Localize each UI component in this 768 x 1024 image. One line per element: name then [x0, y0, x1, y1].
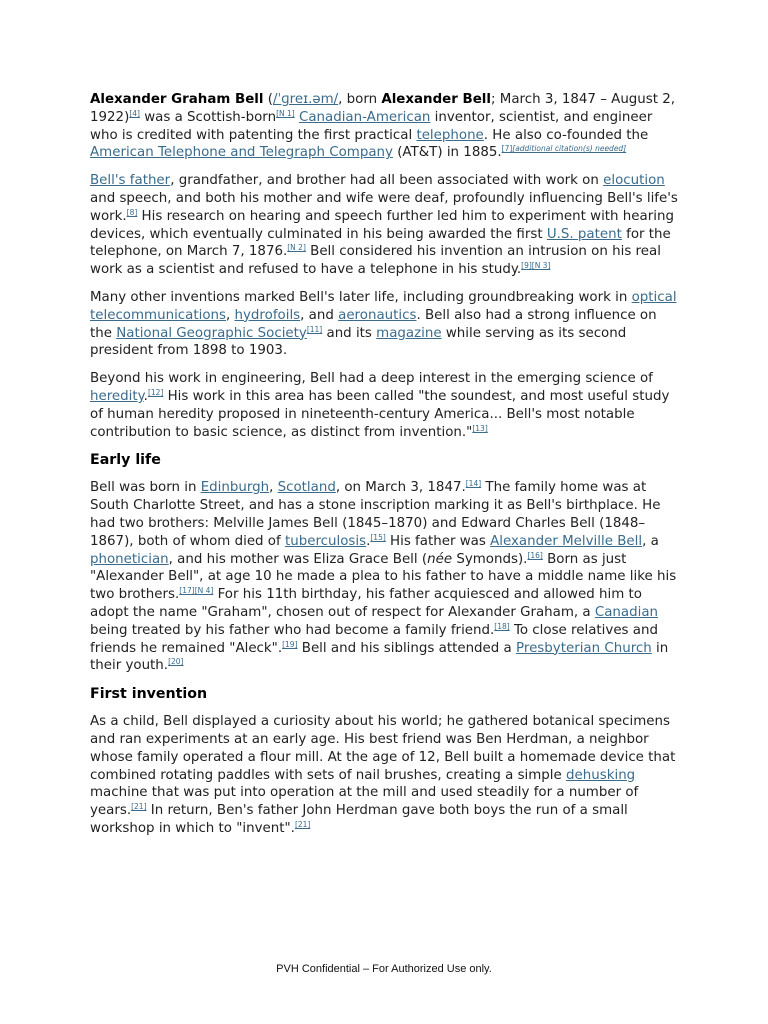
text-span: in their youth.	[90, 640, 669, 674]
reference-link[interactable]: [21]	[131, 802, 147, 812]
reference-link[interactable]: [12]	[147, 387, 164, 397]
note-link[interactable]: [N 4]	[194, 586, 214, 596]
paragraph	[90, 370, 682, 441]
paragraph	[90, 289, 682, 360]
text-span: for the telephone, on March 7, 1876.	[90, 226, 671, 260]
text-span: was a Scottish-born	[139, 109, 277, 125]
hydrofoils-link[interactable]: hydrofoils	[234, 307, 301, 323]
note-link[interactable]: [N 3]	[531, 261, 551, 271]
text-span: , grandfather, and brother had all been associated with work on	[170, 173, 604, 189]
citation-needed-link[interactable]: [additional citation(s) needed]	[512, 144, 627, 154]
alexander-melville-bell-link[interactable]: Alexander Melville Bell	[490, 533, 643, 549]
att-link[interactable]: American Telephone and Telegraph Company	[90, 145, 393, 161]
text-span: , a	[642, 533, 659, 549]
text-span: His research on hearing and speech further led him to experiment with hearing devices, which eventually culminated in his being awarded the first	[90, 208, 674, 242]
birth-name: Alexander Bell	[381, 92, 491, 107]
reference-link[interactable]: [19]	[282, 639, 298, 649]
paragraph	[90, 713, 682, 838]
text-span: ; March 3, 1847 – August 2, 1922)	[90, 92, 676, 125]
paragraph	[90, 172, 682, 279]
note-link[interactable]: [N 1]	[276, 108, 295, 118]
dehusking-link[interactable]: dehusking	[566, 767, 636, 783]
ipa-pronunciation-link[interactable]: /ˈɡreɪ.əm/	[272, 92, 339, 107]
text-span: , and his mother was Eliza Grace Bell (	[168, 551, 428, 567]
paragraph	[90, 479, 682, 675]
intro-paragraph: Alexander Graham Bell (/ˈɡreɪ.əm/, born Alexander Bell; March 3, 1847 – August 2, 1922)[4] was a Scottish-born[N 1] Canadian-American inventor, scientist, and engineer who is credited with patenting the first practical telephone. He also co-founded the American Telephone and Telegraph Company (AT&T) in 1885.[7][additional citation(s) needed]	[90, 92, 676, 161]
text-span: , born	[338, 92, 382, 107]
text-span: .	[143, 388, 148, 404]
canadian-link[interactable]: Canadian	[594, 604, 659, 620]
text-span: (AT&T) in 1885.	[392, 145, 502, 161]
text-span: Born as just "Alexander Bell", at age 10 he made a plea to his father to have a middle name like his two brothers.	[90, 551, 677, 603]
phonetician-link[interactable]: phonetician	[90, 551, 169, 567]
national-geographic-society-link[interactable]: National Geographic Society	[116, 325, 307, 341]
nee-text: née	[427, 551, 453, 567]
text-span: Bell considered his invention an intrusion on his real work as a scientist and refused to have a telephone in his study.	[90, 244, 661, 278]
text-span: Bell was born in	[90, 480, 201, 496]
reference-link[interactable]: [13]	[472, 423, 488, 433]
text-span: His work in this area has been called "the soundest, and most useful study of human heredity proposed in nineteenth-century America... Bell's most notable contribution to basic science, as distinct from invention."	[90, 388, 670, 440]
note-link[interactable]: [N 2]	[287, 243, 306, 253]
canadian-american-link[interactable]: Canadian-American	[298, 109, 431, 125]
reference-link[interactable]: [20]	[168, 657, 184, 667]
magazine-link[interactable]: magazine	[376, 325, 442, 341]
aeronautics-link[interactable]: aeronautics	[338, 307, 417, 323]
text-span: For his 11th birthday, his father acquiesced and allowed him to adopt the name "Graham", chosen out of respect for Alexander Graham, a	[90, 587, 642, 620]
text-span: , and	[300, 307, 339, 323]
text-span: while serving as its second president from 1898 to 1903.	[90, 325, 627, 359]
text-span: As a child, Bell displayed a curiosity about his world; he gathered botanical specimens and ran experiments at an early age. His best friend was Ben Herdman, a neighbor whose family operated a flour mill. At the age of 12, Bell built a homemade device that combined rotating paddles with sets of nail brushes, creating a simple	[90, 714, 676, 783]
text-span: Symonds).	[452, 551, 528, 567]
reference-link[interactable]: [15]	[370, 532, 386, 542]
text-span: machine that was put into operation at the mill and used steadily for a number of years.	[90, 785, 639, 819]
subject-name: Alexander Graham Bell	[90, 92, 264, 107]
text-span: Many other inventions marked Bell's later life, including groundbreaking work in	[90, 289, 632, 305]
text-span: and speech, and both his mother and wife were deaf, profoundly influencing Bell's life's work.	[90, 190, 678, 224]
confidential-footer: PVH Confidential – For Authorized Use only.	[276, 963, 492, 975]
scotland-link[interactable]: Scotland	[277, 480, 336, 496]
reference-link[interactable]: [18]	[494, 621, 510, 631]
reference-link[interactable]: [7]	[501, 144, 513, 154]
text-span: . He also co-founded the	[483, 127, 649, 143]
text-span: , on March 3, 1847.	[335, 480, 466, 496]
reference-link[interactable]: [4]	[129, 108, 140, 118]
text-span: being treated by his father who had become a family friend.	[90, 622, 495, 638]
section-heading-first-invention: First invention	[90, 686, 208, 703]
text-span: To close relatives and friends he remained "Aleck".	[90, 622, 658, 656]
reference-link[interactable]: [21]	[294, 819, 311, 829]
text-span: Bell and his siblings attended a	[297, 640, 517, 656]
reference-link[interactable]: [14]	[465, 479, 482, 489]
section-heading-early-life: Early life	[90, 452, 161, 469]
edinburgh-link[interactable]: Edinburgh	[200, 480, 270, 496]
text-span: In return, Ben's father John Herdman gave both boys the run of a small workshop in which to "invent".	[90, 803, 628, 836]
reference-link[interactable]: [9]	[521, 261, 532, 271]
text-span: Beyond his work in engineering, Bell had a deep interest in the emerging science of	[90, 371, 653, 387]
text-span: His father was	[385, 533, 491, 549]
article-body	[90, 91, 682, 848]
reference-link[interactable]: [17]	[179, 586, 195, 596]
text-span: The family home was at South Charlotte Street, and has a stone inscription marking it as Bell's birthplace. He had two brothers: Melville James Bell (1845–1870) and Edward Charles Bell (1848–1867), both of whom died of	[90, 480, 661, 549]
reference-link[interactable]: [16]	[527, 550, 543, 560]
optical-telecommunications-link[interactable]: optical telecommunications	[90, 289, 677, 323]
bells-father-link[interactable]: Bell's father	[90, 173, 171, 189]
us-patent-link[interactable]: U.S. patent	[546, 226, 622, 242]
text-span: .	[366, 533, 371, 549]
text-span: ,	[225, 307, 235, 323]
text-span: . Bell also had a strong influence on the	[90, 307, 657, 341]
text-span: ,	[269, 480, 278, 496]
reference-link[interactable]: [11]	[306, 324, 323, 334]
heredity-link[interactable]: heredity	[90, 388, 144, 404]
presbyterian-church-link[interactable]: Presbyterian Church	[516, 640, 652, 656]
reference-link[interactable]: [8]	[126, 207, 138, 217]
telephone-link[interactable]: telephone	[416, 127, 484, 143]
text-span: inventor, scientist, and engineer who is credited with patenting the first practical	[90, 109, 653, 143]
elocution-link[interactable]: elocution	[603, 173, 665, 189]
text-span: and its	[322, 325, 377, 341]
tuberculosis-link[interactable]: tuberculosis	[284, 533, 367, 549]
